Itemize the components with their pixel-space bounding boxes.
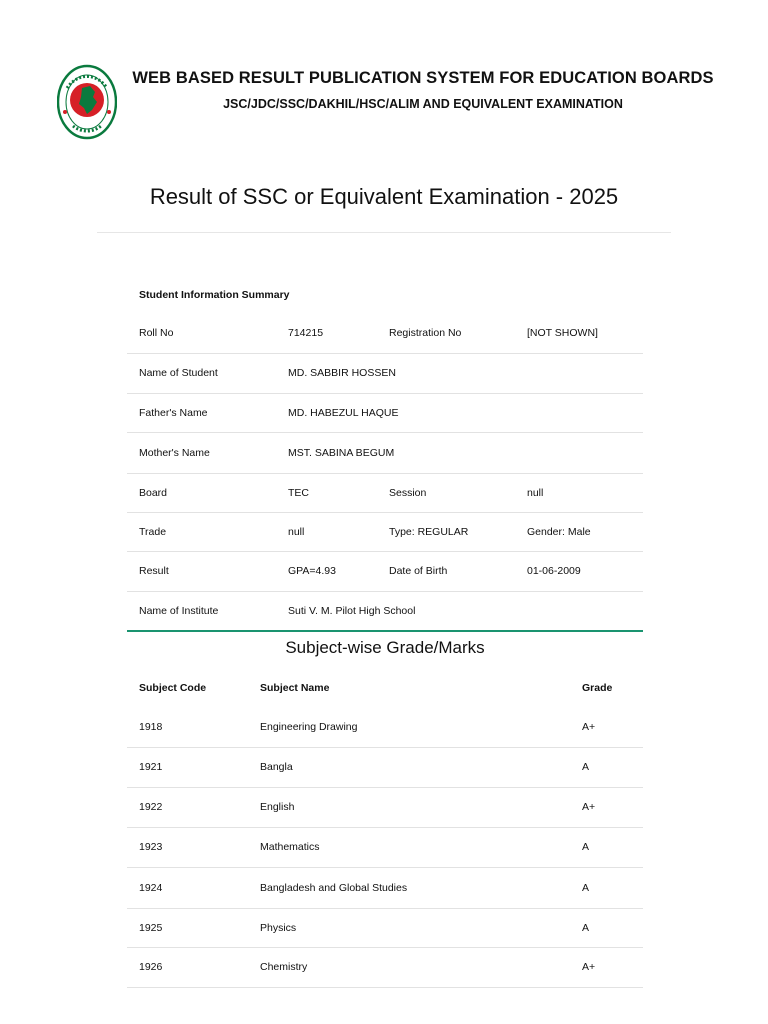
subject-grade: A: [582, 922, 590, 934]
subject-grade: A: [582, 761, 590, 773]
subject-name: Bangladesh and Global Studies: [260, 882, 408, 894]
table-row: [127, 828, 643, 868]
subject-code: 1921: [139, 761, 163, 773]
student-name-label: Name of Student: [139, 367, 218, 379]
subject-grades-title: Subject-wise Grade/Marks: [285, 638, 485, 657]
table-row: [127, 948, 643, 988]
trade-label: Trade: [139, 526, 167, 538]
page-header: [0, 0, 768, 150]
info-row-institute: [127, 592, 643, 632]
roll-label: Roll No: [139, 327, 174, 339]
father-name-label: Father's Name: [139, 407, 208, 419]
dob-label: Date of Birth: [389, 565, 448, 577]
grades-header-row: [127, 669, 643, 707]
subject-code: 1924: [139, 882, 163, 894]
subject-grade: A+: [582, 961, 596, 973]
info-row-roll: [127, 314, 643, 354]
subject-code: 1922: [139, 801, 163, 813]
subject-grade: A+: [582, 801, 596, 813]
father-name-value: MD. HABEZUL HAQUE: [288, 407, 399, 419]
type-value: Type: REGULAR: [389, 526, 469, 538]
subject-code: 1925: [139, 922, 163, 934]
session-label: Session: [389, 487, 427, 499]
result-value: GPA=4.93: [288, 565, 336, 577]
title-divider: [97, 232, 671, 233]
registration-value: [NOT SHOWN]: [527, 327, 598, 339]
table-row: [127, 788, 643, 828]
subject-name-header: Subject Name: [260, 682, 330, 694]
result-label: Result: [139, 565, 169, 577]
subject-code: 1918: [139, 721, 163, 733]
grade-header: Grade: [582, 682, 613, 694]
subject-name: Mathematics: [260, 841, 320, 853]
header-subtitle: JSC/JDC/SSC/DAKHIL/HSC/ALIM AND EQUIVALENT EXAMINATION: [223, 97, 623, 111]
info-row-student-name: [127, 354, 643, 394]
session-value: null: [527, 487, 544, 499]
info-row-mother: [127, 433, 643, 474]
header-title: WEB BASED RESULT PUBLICATION SYSTEM FOR EDUCATION BOARDS: [132, 69, 714, 87]
subject-name: Physics: [260, 922, 297, 934]
subject-grades-table: [127, 669, 643, 988]
info-row-board: [127, 474, 643, 513]
mother-name-value: MST. SABINA BEGUM: [288, 447, 395, 459]
subject-grade: A: [582, 841, 590, 853]
dob-value: 01-06-2009: [527, 565, 581, 577]
subject-code: 1923: [139, 841, 163, 853]
page-title: Result of SSC or Equivalent Examination - 2025: [149, 184, 619, 209]
mother-name-label: Mother's Name: [139, 447, 210, 459]
student-info-caption: Student Information Summary: [139, 289, 290, 301]
table-row: [127, 909, 643, 948]
table-row: [127, 748, 643, 788]
subject-name: English: [260, 801, 295, 813]
subject-code: 1926: [139, 961, 163, 973]
table-row: [127, 868, 643, 909]
subject-name: Bangla: [260, 761, 293, 773]
trade-value: null: [288, 526, 305, 538]
student-name-value: MD. SABBIR HOSSEN: [288, 367, 396, 379]
board-label: Board: [139, 487, 168, 499]
info-row-father: [127, 394, 643, 433]
subject-name: Chemistry: [260, 961, 308, 973]
info-row-trade: [127, 513, 643, 552]
institute-value: Suti V. M. Pilot High School: [288, 605, 416, 617]
institute-label: Name of Institute: [139, 605, 219, 617]
roll-value: 714215: [288, 327, 324, 339]
bangladesh-government-seal-icon: [57, 64, 117, 140]
board-value: TEC: [288, 487, 309, 499]
info-row-result: [127, 552, 643, 592]
student-info-table: [127, 276, 643, 632]
table-row: [127, 707, 643, 748]
registration-label: Registration No: [389, 327, 462, 339]
subject-grade: A: [582, 882, 590, 894]
subject-grade: A+: [582, 721, 596, 733]
gender-value: Gender: Male: [527, 526, 591, 538]
subject-name: Engineering Drawing: [260, 721, 358, 733]
subject-code-header: Subject Code: [139, 682, 207, 694]
